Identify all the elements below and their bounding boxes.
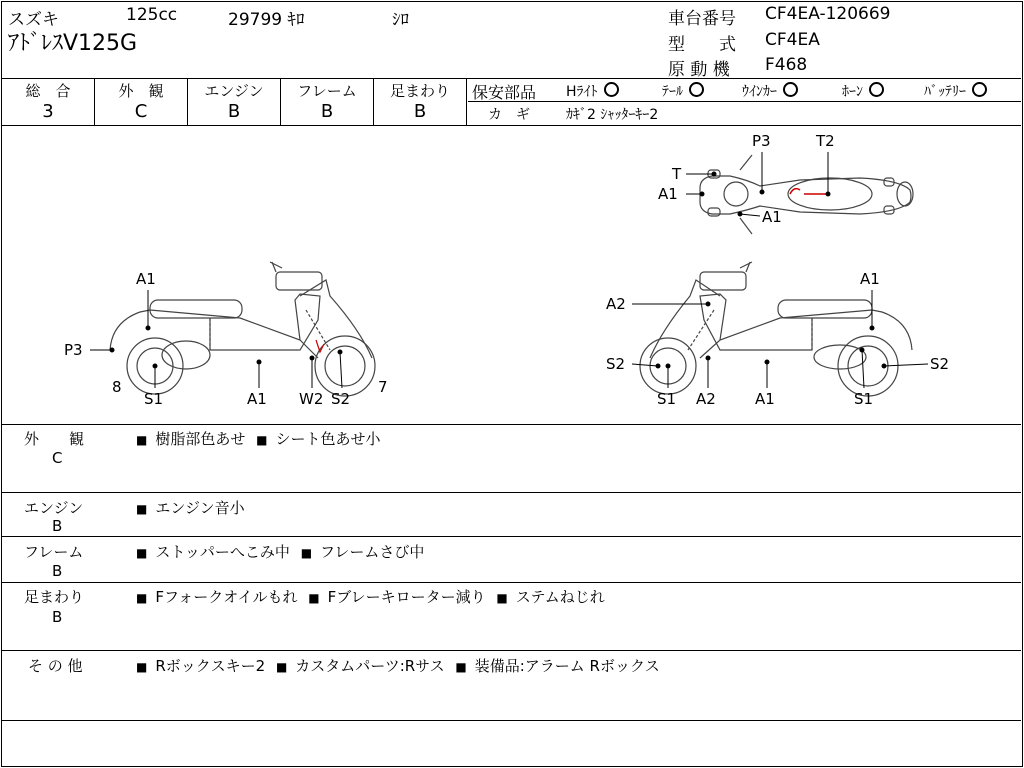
left-s2-label: S2 — [331, 390, 351, 408]
note-item: Fフォークオイルもれ — [155, 588, 298, 606]
note-item: 装備品:アラーム Rボックス — [474, 657, 660, 675]
overall-grade-label: 総 合 — [25, 82, 71, 100]
suspension-notes-title: 足まわり — [24, 588, 85, 606]
top-a1-bottom-label: A1 — [762, 208, 782, 226]
left-a1-label: A1 — [247, 390, 267, 408]
bullet-icon: ■ — [136, 502, 148, 516]
exterior-grade: C — [134, 101, 148, 122]
bullet-icon: ■ — [308, 591, 320, 605]
right-a2-top-label: A2 — [606, 295, 626, 313]
engine-grade: B — [227, 101, 241, 122]
type-label: 型 式 — [668, 35, 736, 55]
bullet-icon: ■ — [455, 660, 467, 674]
right-s1-label: S1 — [657, 390, 677, 408]
winker-label: ｳｲﾝｶｰ — [742, 84, 777, 100]
bullet-icon: ■ — [275, 660, 288, 674]
safety-label: 保安部品 — [472, 83, 537, 102]
right-a2-label: A2 — [696, 390, 716, 408]
right-s2-right-label: S2 — [930, 355, 950, 373]
frame-no-label: 車台番号 — [668, 9, 736, 29]
bullet-icon: ■ — [136, 433, 148, 447]
top-t2-label: T2 — [816, 132, 835, 150]
note-item: Fブレーキローター減り — [327, 588, 486, 606]
note-item: 樹脂部色あせ — [155, 430, 246, 448]
notes-divider — [1, 536, 1021, 537]
suspension-grade-label: 足まわり — [389, 82, 450, 100]
key-label: カ ギ — [488, 107, 530, 123]
left-p3-label: P3 — [64, 341, 83, 359]
top-a1-left-label: A1 — [658, 185, 678, 203]
note-item: フレームさび中 — [320, 543, 425, 561]
color: ｼﾛ — [392, 10, 409, 30]
suspension-notes — [136, 586, 605, 607]
mileage: 29799 ｷﾛ — [228, 10, 305, 30]
engine-value: F468 — [765, 55, 808, 75]
frame-no: CF4EA-120669 — [765, 4, 891, 24]
frame-grade-label: フレーム — [297, 82, 357, 100]
notes-divider — [1, 582, 1021, 583]
left-s1-label: S1 — [144, 390, 164, 408]
frame-notes — [136, 541, 424, 562]
engine-grade-label: エンジン — [204, 82, 264, 100]
left-8-label: 8 — [112, 378, 122, 396]
other-notes-title: そ の 他 — [28, 657, 83, 675]
frame-grade: B — [320, 101, 334, 122]
model-name: ｱﾄﾞﾚｽV125G — [8, 31, 138, 56]
bullet-icon: ■ — [136, 546, 148, 560]
suspension-grade: B — [413, 101, 427, 122]
exterior-grade-label: 外 観 — [118, 82, 164, 100]
bullet-icon: ■ — [300, 546, 313, 560]
exterior-notes-title: 外 観 — [24, 430, 85, 448]
key-value: ｶｷﾞ2 ｼｬｯﾀｰｷｰ2 — [566, 107, 659, 123]
bullet-icon: ■ — [136, 591, 148, 605]
left-a1-top-label: A1 — [136, 270, 156, 288]
engine-notes-grade: B — [52, 517, 63, 535]
suspension-notes-grade: B — [52, 608, 63, 626]
bullet-icon: ■ — [256, 433, 268, 447]
headlight-label: Hﾗｲﾄ — [566, 84, 598, 100]
overall-grade: 3 — [42, 101, 54, 122]
engine-notes-title: エンジン — [24, 499, 84, 517]
other-notes — [136, 655, 660, 676]
damage-mark — [790, 189, 800, 194]
right-s1-b-label: S1 — [854, 390, 874, 408]
notes-divider — [1, 720, 1021, 721]
displacement: 125cc — [126, 5, 178, 25]
notes-divider — [1, 492, 1021, 493]
exterior-notes-grade: C — [52, 449, 63, 467]
maker: スズキ — [8, 10, 59, 30]
right-s2-left-label: S2 — [606, 355, 626, 373]
engine-label: 原 動 機 — [668, 60, 730, 80]
left-w2-label: W2 — [299, 390, 324, 408]
top-t-label: T — [672, 165, 682, 183]
type-value: CF4EA — [765, 30, 820, 50]
right-a1-label: A1 — [755, 390, 775, 408]
taillight-label: ﾃｰﾙ — [662, 84, 683, 100]
note-item: カスタムパーツ:Rサス — [295, 657, 445, 675]
note-item: ステムねじれ — [515, 588, 605, 606]
note-item: ストッパーへこみ中 — [155, 543, 290, 561]
left-7-label: 7 — [378, 378, 388, 396]
notes-divider — [1, 650, 1021, 651]
bullet-icon: ■ — [136, 660, 148, 674]
bullet-icon: ■ — [496, 591, 508, 605]
note-item: シート色あせ小 — [275, 430, 381, 448]
top-p3-label: P3 — [752, 132, 771, 150]
note-item: Rボックスキー2 — [155, 657, 266, 675]
exterior-notes — [136, 428, 381, 449]
frame-notes-title: フレーム — [24, 543, 84, 561]
engine-notes — [136, 497, 245, 518]
battery-label: ﾊﾞｯﾃﾘｰ — [924, 84, 966, 100]
frame-notes-grade: B — [52, 562, 63, 580]
note-item: エンジン音小 — [155, 499, 245, 517]
right-a1-top-label: A1 — [860, 270, 880, 288]
horn-label: ﾎｰﾝ — [842, 84, 863, 100]
